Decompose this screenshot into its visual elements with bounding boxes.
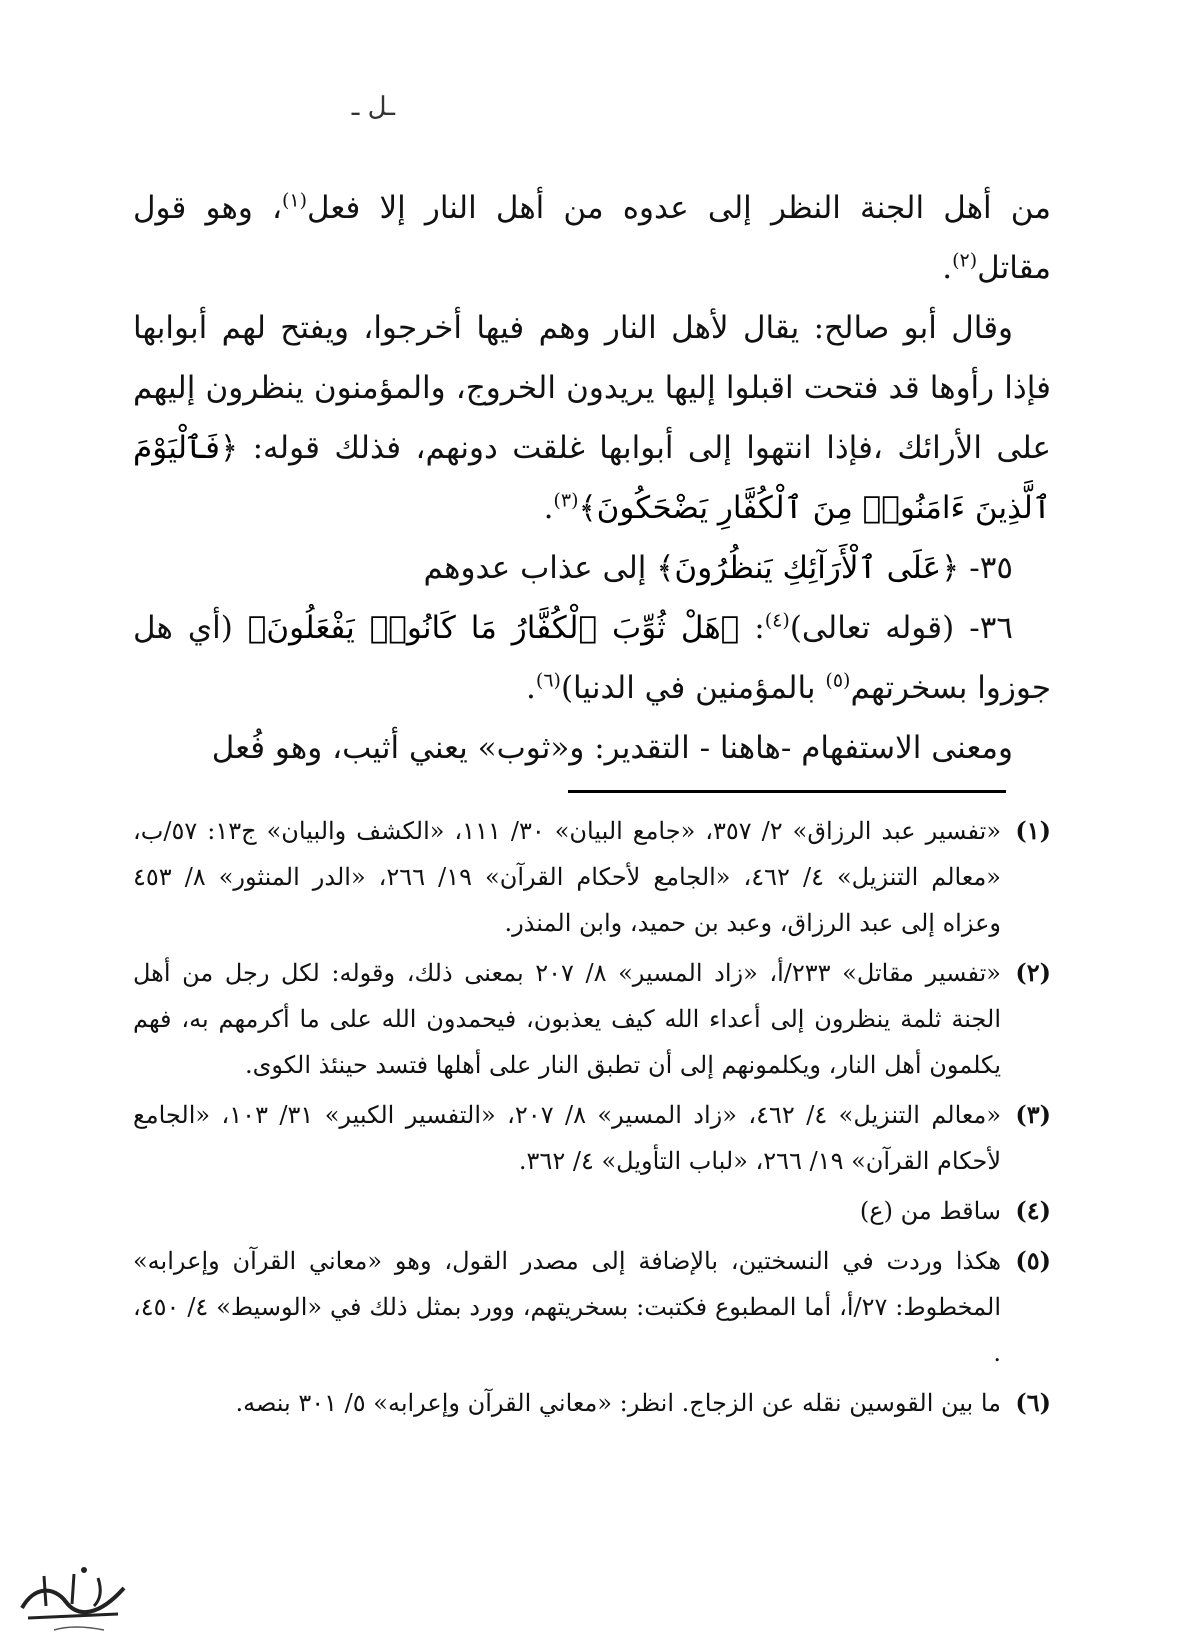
footnote-ref-1[interactable]: (١) — [281, 189, 308, 212]
footnote-text: ما بين القوسين نقله عن الزجاج. انظر: «معاني القرآن وإعرابه» ٥/ ٣٠١ بنصه. — [235, 1389, 1001, 1417]
verse-36-number: ٣٦- — [969, 610, 1014, 646]
verse-36-end: . — [526, 670, 536, 706]
footnote-ref-2[interactable]: (٢) — [952, 249, 978, 272]
paragraph-1-text-2: ، وهو قول مقاتل — [133, 190, 1051, 286]
main-text — [133, 178, 1051, 778]
paragraph-2 — [133, 298, 1051, 538]
footnote-3 — [133, 1092, 1051, 1184]
verse-36-post-2: بالمؤمنين في الدنيا) — [560, 670, 816, 706]
verse-36-post: (أي هل جوزوا بسخرتهم — [133, 610, 1051, 706]
footnote-number: (٤) — [1015, 1196, 1051, 1225]
footnote-ref-3[interactable]: (٣) — [553, 489, 579, 512]
paragraph-1-end: . — [942, 250, 953, 286]
footnote-number: (٣) — [1015, 1100, 1051, 1129]
paragraph-1 — [133, 178, 1051, 298]
logo-stroke-2 — [28, 1614, 118, 1618]
footnote-text: «تفسير مقاتل» ٢٣٣/أ، «زاد المسير» ٨/ ٢٠٧ بمعنى ذلك، وقوله: لكل رجل من أهل الجنة ثلمة ينظرون إلى أعداء الله كيف يعذبون، فيحمدون الله على ما أكرمهم به، فهم يكلمون أهل النار، ويكلمونهم إلى أن تطبق النار على أهلها فتسد حينئذ الكوى. — [133, 959, 1001, 1079]
verse-35-number: ٣٥- — [969, 550, 1013, 586]
footnotes — [133, 808, 1051, 1430]
footnote-number: (٦) — [1015, 1388, 1051, 1417]
verse-36-pre: (قوله تعالى) — [789, 610, 955, 646]
verse-36-colon: : — [754, 610, 765, 646]
footnote-text: «معالم التنزيل» ٤/ ٤٦٢، «زاد المسير» ٨/ ٢٠٧، «التفسير الكبير» ٣١/ ١٠٣، «الجامع لأحكام القرآن» ١٩/ ٢٦٦، «لباب التأويل» ٤/ ٣٦٢. — [133, 1101, 1002, 1175]
footnote-6 — [133, 1380, 1051, 1426]
paragraph-1-text: من أهل الجنة النظر إلى عدوه من أهل النار إلا فعل — [307, 190, 1051, 226]
footnote-2 — [133, 950, 1051, 1088]
footnote-ref-5[interactable]: (٥) — [825, 669, 851, 692]
footnote-separator — [568, 790, 1006, 793]
footnote-number: (١) — [1015, 816, 1051, 845]
paragraph-last: ومعنى الاستفهام -هاهنا - التقدير: و«ثوب» يعني أثيب، وهو فُعل — [211, 730, 1013, 766]
logo-dot — [81, 1567, 87, 1573]
footnote-4 — [133, 1188, 1051, 1234]
footnote-number: (٥) — [1015, 1246, 1051, 1275]
logo-caption-stroke — [54, 1627, 104, 1630]
verse-35-comment: إلى عذاب عدوهم — [423, 550, 647, 586]
footnote-5 — [133, 1238, 1051, 1376]
paragraph-2-end: . — [543, 490, 554, 526]
footnote-text: «تفسير عبد الرزاق» ٢/ ٣٥٧، «جامع البيان» ٣٠/ ١١١، «الكشف والبيان» ج١٣: ٥٧/ب، «معالم التنزيل» ٤/ ٤٦٢، «الجامع لأحكام القرآن» ١٩/ ٢٦٦، «الدر المنثور» ٨/ ٤٥٣ وعزاه إلى عبد الرزاق، وعبد بن حميد، وابن المنذر. — [133, 817, 1002, 937]
quran-verse-36: ﴿هَلْ ثُوِّبَ ٱلْكُفَّارُ مَا كَانُوا۟ يَفْعَلُونَ﴾ — [247, 610, 740, 646]
footnote-text: ساقط من (ع) — [859, 1197, 1001, 1225]
quran-verse-35: ﴿عَلَى ٱلْأَرَآئِكِ يَنظُرُونَ﴾ — [656, 550, 960, 586]
footnote-1 — [133, 808, 1051, 946]
verse-35-line — [133, 538, 1051, 598]
verse-36-line — [133, 598, 1051, 718]
quran-verse-34: ﴿فَٱلْيَوْمَ ٱلَّذِينَ ءَامَنُوا۟ مِنَ ٱلْكُفَّارِ يَضْحَكُونَ﴾ — [133, 430, 1051, 526]
footnote-number: (٢) — [1015, 958, 1051, 987]
footnote-text: هكذا وردت في النسختين، بالإضافة إلى مصدر القول، وهو «معاني القرآن وإعرابه» المخطوط: ٢٧/أ، أما المطبوع فكتبت: بسخريتهم، وورد بمثل ذلك في «الوسيط» ٤/ ٤٥٠، . — [133, 1247, 1002, 1367]
footnote-ref-4[interactable]: (٤) — [764, 609, 790, 632]
paragraph-2-text: وقال أبو صالح: يقال لأهل النار وهم فيها أخرجوا، ويفتح لهم أبوابها فإذا رأوها قد فتحت اقبلوا إليها يريدون الخروج، والمؤمنون ينظرون إليهم على الأرائك ،فإذا انتهوا إلى أبوابها غلقت دونهم، فذلك قوله: — [133, 310, 1051, 466]
footnote-ref-6[interactable]: (٦) — [535, 669, 561, 692]
header-fragment: ـل ـ — [351, 92, 395, 122]
calligraphy-logo — [14, 1556, 132, 1638]
